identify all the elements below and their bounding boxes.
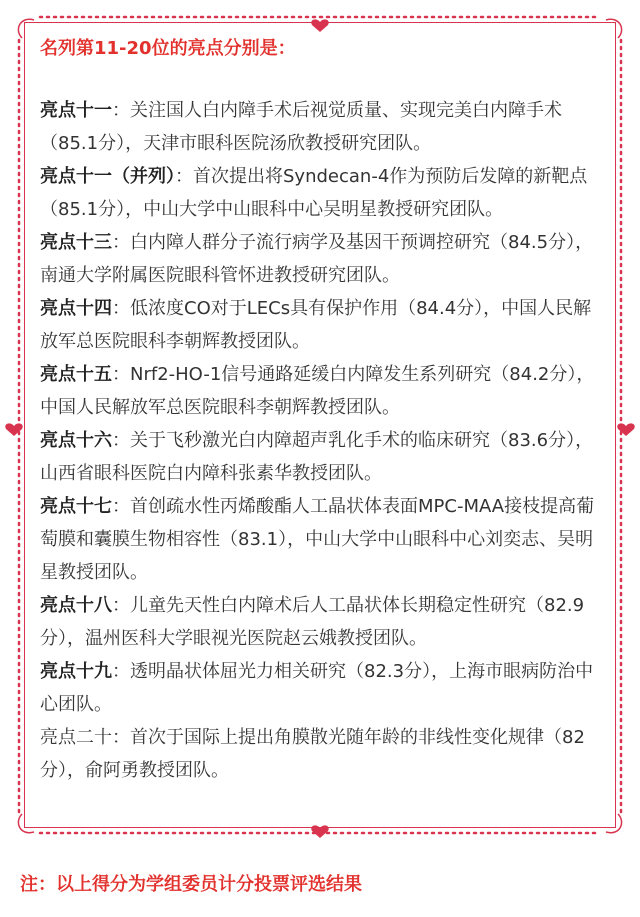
- highlight-label: 亮点十六: [40, 430, 112, 451]
- highlight-label: 亮点十一（并列）: [40, 166, 175, 187]
- highlight-item-15: [40, 358, 602, 424]
- highlight-label: 亮点二十: [40, 727, 112, 748]
- highlight-item-11: [40, 94, 602, 160]
- highlight-text: ：低浓度CO对于LECs具有保护作用（84.4分），中国人民解放军总医院眼科李朝辉教授团队。: [40, 298, 592, 352]
- highlight-item-19: [40, 655, 602, 721]
- section-header: 名列第11-20位的亮点分别是：: [40, 38, 296, 59]
- highlight-item-16: [40, 424, 602, 490]
- highlight-text: ：Nrf2-HO-1信号通路延缓白内障发生系列研究（84.2分），中国人民解放军总医院眼科李朝辉教授团队。: [40, 364, 595, 418]
- footnote: 注：以上得分为学组委员计分投票评选结果: [20, 874, 362, 895]
- highlight-text: ：儿童先天性白内障术后人工晶状体长期稳定性研究（82.9分），温州医科大学眼视光医院赵云娥教授团队。: [40, 595, 585, 649]
- highlight-text: ：关注国人白内障手术后视觉质量、实现完美白内障手术（85.1分），天津市眼科医院汤欣教授研究团队。: [40, 100, 562, 154]
- highlight-item-20: [40, 721, 602, 787]
- highlight-label: 亮点十五: [40, 364, 112, 385]
- highlight-item-17: [40, 490, 602, 589]
- heart-icon: [617, 423, 634, 436]
- highlight-label: 亮点十八: [40, 595, 112, 616]
- highlight-label: 亮点十九: [40, 661, 112, 682]
- highlight-text: ：首创疏水性丙烯酸酯人工晶状体表面MPC-MAA接枝提高葡萄膜和囊膜生物相容性（83.1），中山大学中山眼科中心刘奕志、吴明星教授团队。: [40, 496, 595, 583]
- highlight-item-18: [40, 589, 602, 655]
- heart-icon: [5, 423, 22, 436]
- highlight-item-14: [40, 292, 602, 358]
- highlight-label: 亮点十四: [40, 298, 112, 319]
- highlight-item-11b: [40, 160, 602, 226]
- highlight-text: ：关于飞秒激光白内障超声乳化手术的临床研究（83.6分），山西省眼科医院白内障科张素华教授团队。: [40, 430, 594, 484]
- highlight-text: ：白内障人群分子流行病学及基因干预调控研究（84.5分），南通大学附属医院眼科管怀进教授研究团队。: [40, 232, 594, 286]
- highlight-text: ：首次提出将Syndecan-4作为预防后发障的新靶点（85.1分），中山大学中山眼科中心吴明星教授研究团队。: [40, 166, 588, 220]
- highlight-label: 亮点十三: [40, 232, 112, 253]
- highlight-text: ：透明晶状体屈光力相关研究（82.3分），上海市眼病防治中心团队。: [40, 661, 594, 715]
- highlight-label: 亮点十一: [40, 100, 112, 121]
- highlight-item-13: [40, 226, 602, 292]
- content-area: [40, 34, 602, 787]
- highlight-label: 亮点十七: [40, 496, 112, 517]
- highlight-text: ：首次于国际上提出角膜散光随年龄的非线性变化规律（82分），俞阿勇教授团队。: [40, 727, 585, 781]
